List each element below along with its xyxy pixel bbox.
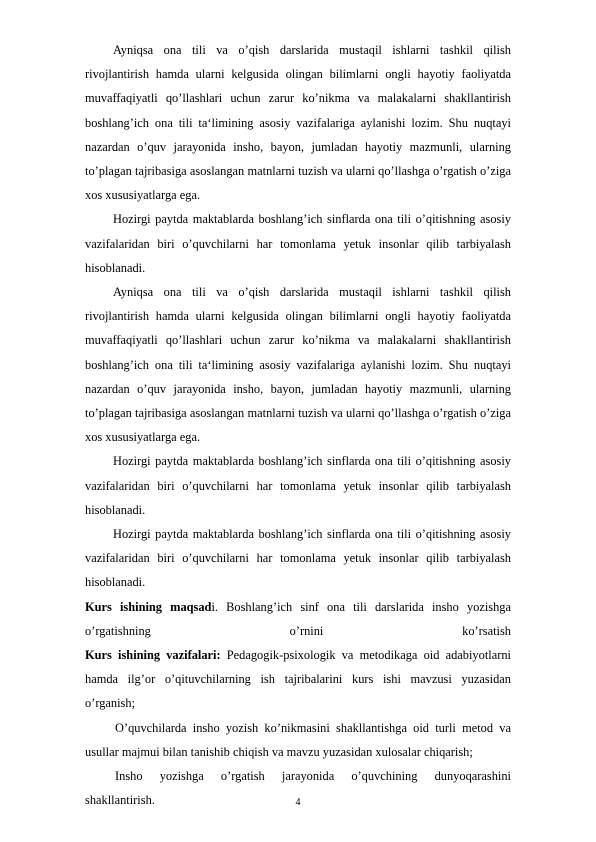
goal-heading-tail: i. — [211, 599, 218, 614]
paragraph-2: Hozirgi paytda maktablarda boshlang’ich sinflarda ona tili o’qitishning asosiy vazifalaridan biri o’quvchilarni har tomonlama yetuk insonlar qilib tarbiyalash hisoblanadi. — [85, 212, 511, 275]
goal-heading: Kurs ishining maqsad — [85, 599, 212, 614]
tasks-text: Pedagogik-psixologik va metodikaga oid adabiyotlarni hamda ilg’or o’qituvchilarning ish tajribalarini kurs ishi mavzusi yuzasidan o’rganish; — [85, 648, 511, 711]
tasks-heading: Kurs ishining vazifalari: — [85, 648, 221, 663]
goal-text: Boshlang’ich sinf ona tili darslarida insho yozishga — [226, 599, 511, 614]
goal-line-2 — [85, 619, 511, 643]
goal-word-1: o’rgatishning — [85, 623, 151, 638]
paragraph-5: Hozirgi paytda maktablarda boshlang’ich sinflarda ona tili o’qitishning asosiy vazifalaridan biri o’quvchilarni har tomonlama yetuk insonlar qilib tarbiyalash hisoblanadi. — [85, 527, 511, 590]
paragraph-3: Ayniqsa ona tili va o’qish darslarida mustaqil ishlarni tashkil qilish rivojlantirish hamda ularni kelgusida olingan bilimlarni ongli hayotiy faoliyatda muvaffaqiyatli qo’llashlari uchun zarur ko’nikma va malakalarni shakllantirish boshlang’ich ona tili ta‘limining asosiy vazifalariga aylanishi lozim. Shu nuqtayi nazardan o’quv jarayonida insho, bayon, jumladan hayotiy mazmunli, ularning to’plagan tajribasiga asoslangan matnlarni tuzish va ularni qo’llashga o’rgatish o’ziga xos xususiyatlarga ega. — [85, 285, 511, 445]
page-number: 4 — [295, 797, 301, 808]
goal-word-3: ko’rsatish — [462, 623, 511, 638]
goal-paragraph — [85, 595, 511, 619]
document-page — [85, 38, 511, 813]
paragraph-1: Ayniqsa ona tili va o’qish darslarida mustaqil ishlarni tashkil qilish rivojlantirish hamda ularni kelgusida olingan bilimlarni ongli hayotiy faoliyatda muvaffaqiyatli qo’llashlari uchun zarur ko’nikma va malakalarni shakllantirish boshlang’ich ona tili ta‘limining asosiy vazifalariga aylanishi lozim. Shu nuqtayi nazardan o’quv jarayonida insho, bayon, jumladan hayotiy mazmunli, ularning to’plagan tajribasiga asoslangan matnlarni tuzish va ularni qo’llashga o’rgatish o’ziga xos xususiyatlarga ega. — [85, 43, 511, 203]
goal-word-2: o’rnini — [289, 623, 324, 638]
tasks-item-3: Insho yozishga o’rgatish jarayonida o’quvchining dunyoqarashini shakllantirish. — [85, 769, 511, 808]
paragraph-4: Hozirgi paytda maktablarda boshlang’ich sinflarda ona tili o’qitishning asosiy vazifalaridan biri o’quvchilarni har tomonlama yetuk insonlar qilib tarbiyalash hisoblanadi. — [85, 454, 511, 517]
tasks-paragraph — [85, 643, 511, 716]
tasks-item-2: O’quvchilarda insho yozish ko’nikmasini shakllantishga oid turli metod va usullar majmui bilan tanishib chiqish va mavzu yuzasidan xulosalar chiqarish; — [85, 720, 511, 759]
